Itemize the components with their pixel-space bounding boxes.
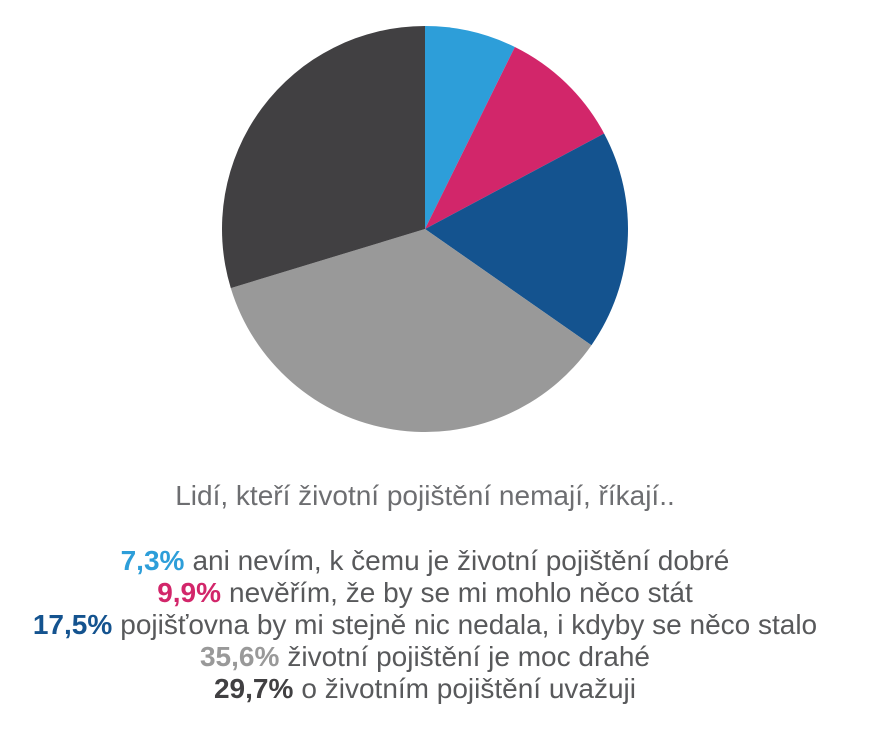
- legend-value: 7,3%: [120, 545, 185, 576]
- legend-label: o životním pojištění uvažuji: [301, 673, 636, 704]
- legend-item: [0, 673, 850, 705]
- pie-chart: [222, 26, 628, 432]
- legend-label: ani nevím, k čemu je životní pojištění dobré: [192, 545, 730, 576]
- legend-item: [0, 577, 850, 609]
- legend-value: 29,7%: [213, 673, 294, 704]
- legend-value: 17,5%: [32, 609, 113, 640]
- chart-title: Lidí, kteří životní pojištění nemají, říkají..: [175, 480, 675, 511]
- chart-legend: [0, 545, 850, 705]
- pie-svg: [222, 26, 628, 432]
- legend-label: pojišťovna by mi stejně nic nedala, i kdyby se něco stalo: [120, 609, 818, 640]
- legend-item: [0, 545, 850, 577]
- legend-label: nevěřím, že by se mi mohlo něco stát: [229, 577, 693, 608]
- legend-label: životní pojištění je moc drahé: [287, 641, 651, 672]
- legend-item: [0, 609, 850, 641]
- legend-value: 9,9%: [157, 577, 222, 608]
- infographic: [0, 26, 850, 705]
- legend-value: 35,6%: [199, 641, 280, 672]
- legend-item: [0, 641, 850, 673]
